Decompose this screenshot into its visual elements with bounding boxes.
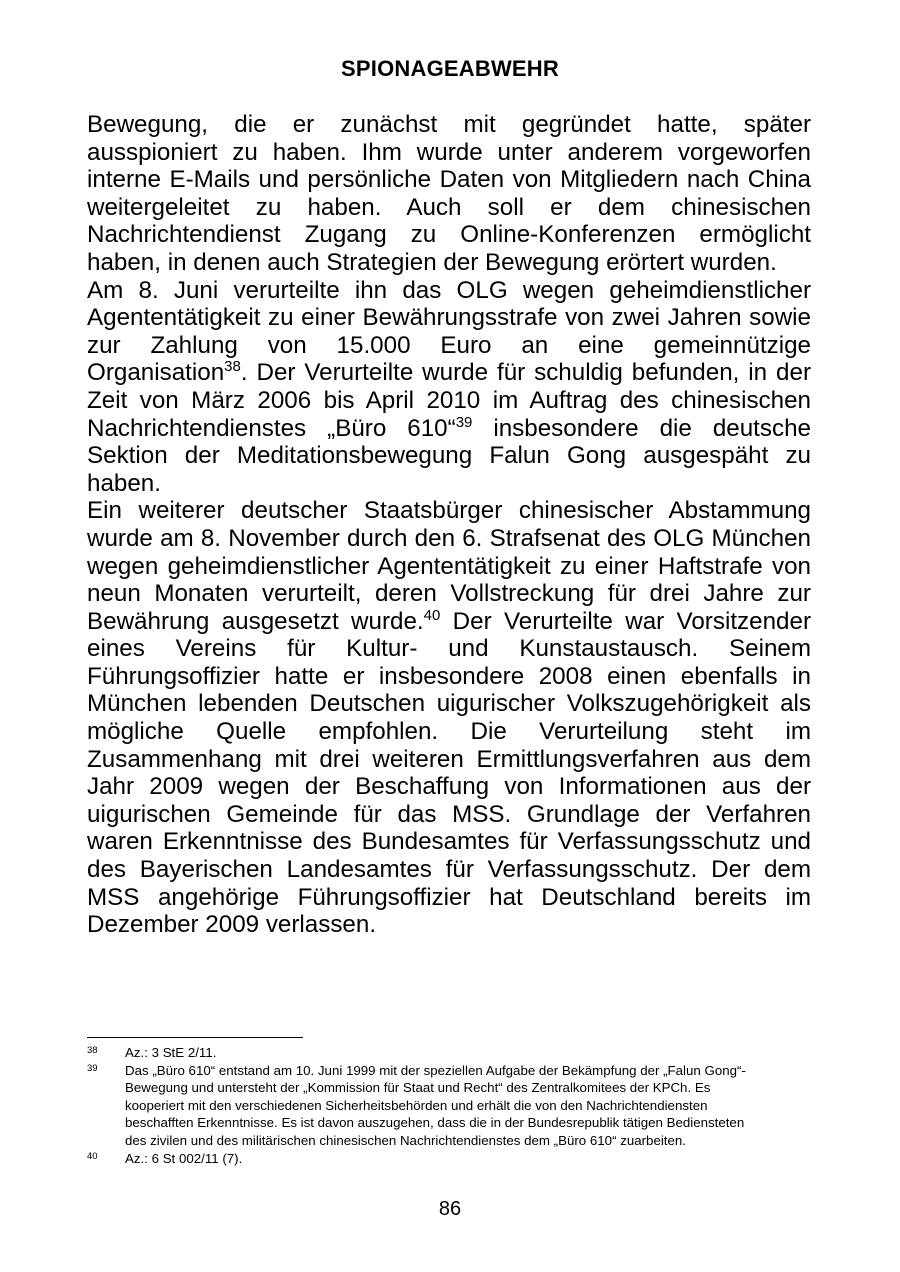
footnote-ref-39[interactable]: 39: [455, 413, 473, 431]
paragraph-3-part-a: Ein weiterer deutscher Staatsbürger chinesischer Abstammung wurde am 8. November durch den 6. Strafsenat des OLG München wegen geheimdienstlicher Agententätigkeit zu einer Haftstrafe von neun Monaten verurteilt, deren Vollstreckung für drei Jahre zur Bewährung ausgesetzt wurde.: [87, 497, 811, 635]
footnote-text: Az.: 6 St 002/11 (7).: [125, 1150, 243, 1166]
footnote-text: Az.: 3 StE 2/11.: [125, 1045, 217, 1060]
footnotes: [87, 1044, 767, 1167]
footnote-number: 40: [87, 1150, 98, 1162]
paragraph-2-part-a: Am 8. Juni verurteilte ihn das OLG wegen geheimdienstlicher Agententätigkeit zu einer Bewährungsstrafe von zwei Jahren sowie zur Zahlung von 15.000 Euro an eine gemeinnützige Organisation: [87, 276, 811, 387]
footnote-38: [87, 1044, 767, 1062]
footnote-text: Das „Büro 610“ entstand am 10. Juni 1999 mit der speziellen Aufgabe der Bekämpfung der „Falun Gong“-Bewegung und untersteht der „Kommission für Staat und Recht“ des Zentralkomitees der KPCh. Es kooperiert mit den verschiedenen Sicherheitsbehörden und erhält die von den Nachrichtendiensten beschafften Erkenntnisse. Es ist davon auszugehen, dass die in der Bundesrepublik tätigen Bediensteten des zivilen und des militärischen chinesischen Nachrichtendienstes dem „Büro 610“ zuarbeiten.: [125, 1062, 746, 1148]
footnote-ref-40[interactable]: 40: [423, 606, 441, 624]
paragraph-3: [87, 497, 811, 939]
paragraph-2-part-b: . Der Verurteilte wurde für schuldig befunden, in der Zeit von März 2006 bis April 2010 im Auftrag des chinesischen Nachrichtendienstes „Büro 610“: [87, 359, 811, 442]
footnote-40: [87, 1150, 767, 1168]
body-text: [87, 111, 811, 939]
paragraph-2: [87, 277, 811, 498]
paragraph-2-part-c: insbesondere die deutsche Sektion der Meditationsbewegung Falun Gong ausgespäht zu haben.: [87, 414, 811, 497]
footnote-number: 38: [87, 1045, 98, 1056]
footnote-number: 39: [87, 1062, 98, 1074]
footnote-ref-38[interactable]: 38: [224, 358, 241, 376]
page-header: SPIONAGEABWEHR: [341, 56, 559, 81]
footnote-39: [87, 1062, 767, 1150]
footnote-separator: [87, 1037, 303, 1038]
paragraph-1: Bewegung, die er zunächst mit gegründet hatte, später ausspioniert zu haben. Ihm wurde unter anderem vorgeworfen interne E-Mails und persönliche Daten von Mitgliedern nach China weitergeleitet zu haben. Auch soll er dem chinesischen Nachrichtendienst Zugang zu Online-Konferenzen ermöglicht haben, in denen auch Strategien der Bewegung erörtert wurden.: [87, 111, 811, 276]
page-number: 86: [438, 1198, 462, 1220]
paragraph-3-part-b: Der Verurteilte war Vorsitzender eines Vereins für Kultur- und Kunstaustausch. Seinem Führungsoffizier hatte er insbesondere 2008 einen ebenfalls in München lebenden Deutschen uigurischer Volkszugehörigkeit als mögliche Quelle empfohlen. Die Verurteilung steht im Zusammenhang mit drei weiteren Ermittlungsverfahren aus dem Jahr 2009 wegen der Beschaffung von Informationen aus der uigurischen Gemeinde für das MSS. Grundlage der Verfahren waren Erkenntnisse des Bundesamtes für Verfassungsschutz und des Bayerischen Landesamtes für Verfassungsschutz. Der dem MSS angehörige Führungsoffizier hat Deutschland bereits im Dezember 2009 verlassen.: [87, 607, 811, 939]
